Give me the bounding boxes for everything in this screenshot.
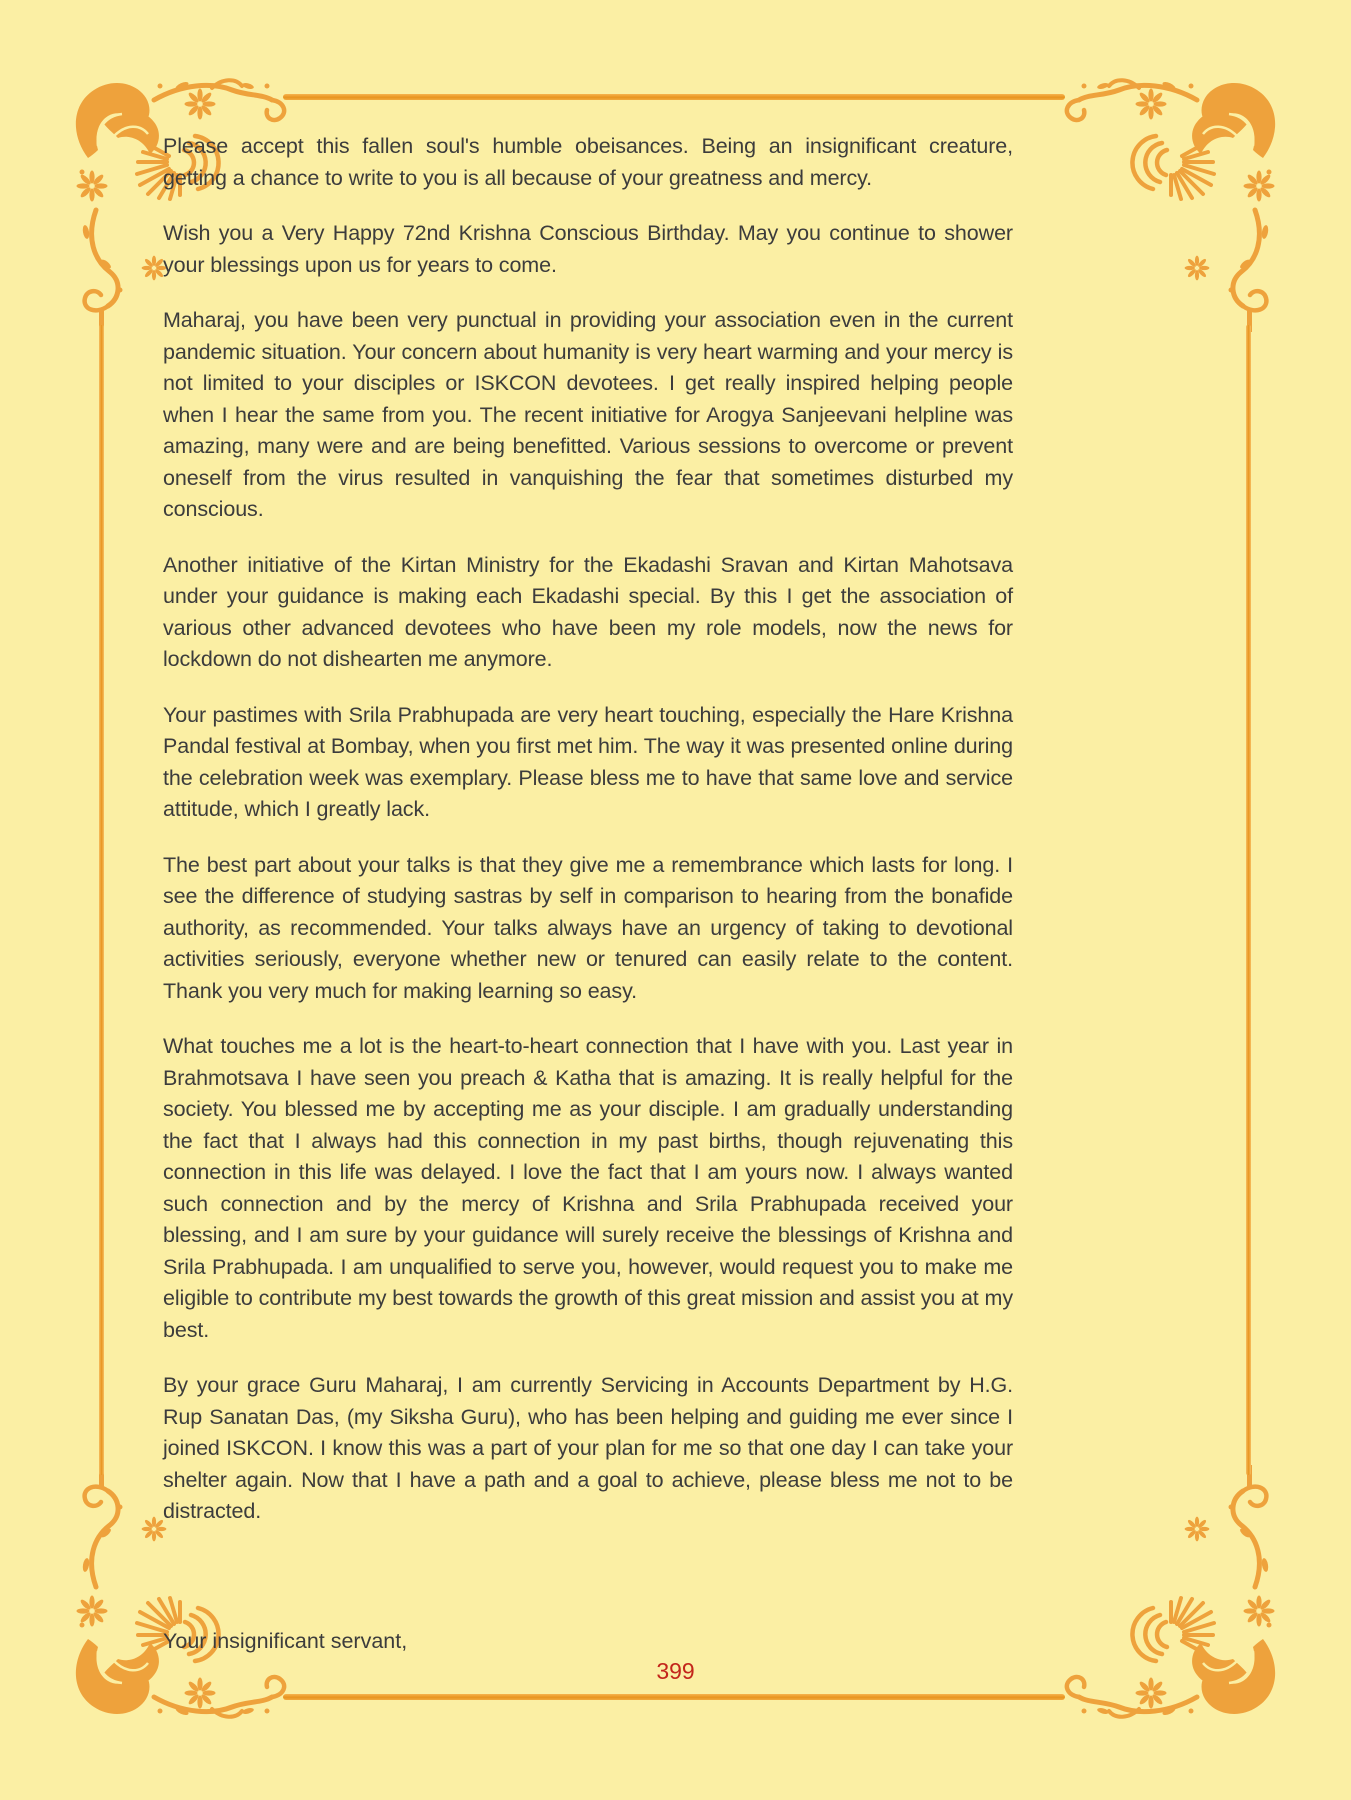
left-border-line (99, 325, 104, 1475)
letter-paragraph: The best part about your talks is that they give me a remembrance which lasts for long. I see the difference of studying sastras by self in comparison to hearing from the bonafide authority, as recommended. Your talks always have an urgency of taking to devotional activities seriously, everyone whether new or tenured can easily relate to the content. Thank you very much for making learning so easy. (163, 852, 1013, 1003)
letter-paragraph: Another initiative of the Kirtan Ministry for the Ekadashi Sravan and Kirtan Mahotsava under your guidance is making each Ekadashi special. By this I get the association of various other advanced devotees who have been my role models, now the news for lockdown do not dishearten me anymore. (163, 552, 1013, 671)
right-border-line (1246, 325, 1251, 1475)
letter-paragraph: Wish you a Very Happy 72nd Krishna Conscious Birthday. May you continue to shower your blessings upon us for years to come. (163, 221, 1013, 277)
letter-paragraph: By your grace Guru Maharaj, I am currently Servicing in Accounts Department by H.G. Rup Sanatan Das, (my Siksha Guru), who has been helping and guiding me ever since I joined ISKCON. I know this was a part of your plan for me so that one day I can take your shelter again. Now that I have a path and a goal to achieve, please bless me not to be distracted. (163, 1373, 1013, 1523)
corner-flourish-bottom-right-icon (1059, 1465, 1289, 1735)
bottom-border-rule (283, 1694, 1065, 1700)
top-border-rule (283, 94, 1065, 100)
letter-paragraph: Your pastimes with Srila Prabhupada are very heart touching, especially the Hare Krishna Pandal festival at Bombay, when you first met him. The way it was presented online during the celebration week was exemplary. Please bless me to have that same love and service attitude, which I greatly lack. (163, 702, 1013, 821)
letter-body (163, 131, 1013, 1552)
letter-closing: Your insignificant servant, (163, 1629, 408, 1653)
letter-paragraph: Please accept this fallen soul's humble obeisances. Being an insignificant creature, getting a chance to write to you is all because of your greatness and mercy. (163, 134, 1013, 190)
letter-paragraph: What touches me a lot is the heart-to-heart connection that I have with you. Last year in Brahmotsava I have seen you preach & Katha that is amazing. It is really helpful for the society. You blessed me by accepting me as your disciple. I am gradually understanding the fact that I always had this connection in my past births, though rejuvenating this connection in this life was delayed. I love the fact that I am yours now. I always wanted such connection and by the mercy of Krishna and Srila Prabhupada received your blessing, and I am sure by your guidance will surely receive the blessings of Krishna and Srila Prabhupada. I am unqualified to serve you, however, would request you to make me eligible to contribute my best towards the growth of this great mission and assist you at my best. (163, 1034, 1014, 1342)
letter-paragraph: Maharaj, you have been very punctual in providing your association even in the current pandemic situation. Your concern about humanity is very heart warming and your mercy is not limited to your disciples or ISKCON devotees. I get really inspired helping people when I hear the same from you. The recent initiative for Arogya Sanjeevani helpline was amazing, many were and are being benefitted. Various sessions to overcome or prevent oneself from the virus resulted in vanquishing the fear that sometimes disturbed my conscious. (163, 308, 1013, 521)
page-number: 399 (656, 1658, 695, 1684)
corner-flourish-top-right-icon (1059, 62, 1289, 332)
